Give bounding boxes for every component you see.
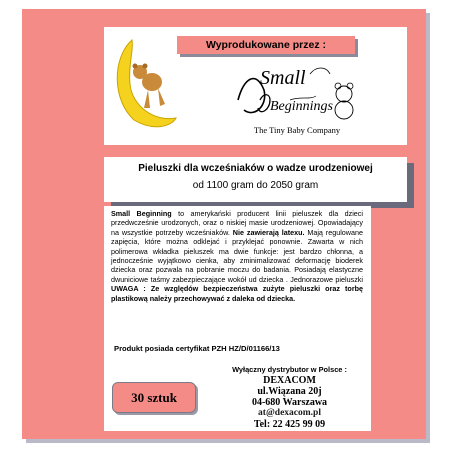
produced-by-label: Wyprodukowane przez : [206, 39, 326, 51]
brand-beginnings: Beginnings [270, 99, 333, 114]
distributor-name: DEXACOM [263, 375, 316, 386]
description-intro: to amerykański producent linii pieluszek dla dzieci przedwcześnie urodzonych, oraz o niskiej masie urodzeniowej. Opowiadający na wszystkie potrzeby wcześniaków. [111, 209, 363, 237]
description-features: Mają regulowane zapięcia, które można odklejać i przyklejać ponownie. Zawarta w nich polimerowa wkładka pieluszek ma dwie funkcje: jest bardzo chłonna, a jednocześnie wyjątkowo cienka, aby zminimalizować deformację bioderek dziecka oraz pozwala na pobranie moczu do badania. Posiadają elastyczne dwuniciowe taśmy zabezpieczające wokół ud dziecka . Jednorazowe pieluszki [111, 227, 363, 284]
description-brand: Small Beginning [111, 209, 172, 218]
latex-free-note: Nie zawierają latexu. [232, 227, 305, 237]
distributor-street: ul.Wiązana 20j [257, 386, 322, 397]
quantity-label: 30 sztuk [131, 390, 177, 405]
product-title: Pieluszki dla wcześniaków o wadze urodzeniowej [138, 163, 373, 174]
moon-bear-logo [110, 34, 180, 129]
teddy-bear-icon [336, 86, 352, 102]
small-beginnings-logo [230, 60, 360, 125]
distributor-heading: Wyłączny dystrybutor w Polsce : [232, 365, 347, 374]
distributor-city: 04-680 Warszawa [251, 397, 328, 408]
brand-small: Small [260, 67, 306, 89]
brand-tagline: The Tiny Baby Company [253, 125, 341, 135]
certificate-note: Produkt posiada certyfikat PZH HZ/D/01166/13 [114, 344, 280, 353]
distributor-email: at@dexacom.pl [258, 408, 321, 418]
safety-warning: UWAGA : Ze względów bezpieczeństwa zużyte pieluszki oraz torbę plastikową należy przechowywać z daleka od dziecka. [111, 284, 363, 303]
distributor-block [212, 365, 367, 430]
quantity-badge [112, 382, 196, 413]
distributor-phone: Tel: 22 425 99 09 [253, 419, 326, 430]
produced-by-banner [177, 36, 355, 54]
product-description [111, 209, 363, 303]
weight-range: od 1100 gram do 2050 gram [192, 180, 319, 191]
